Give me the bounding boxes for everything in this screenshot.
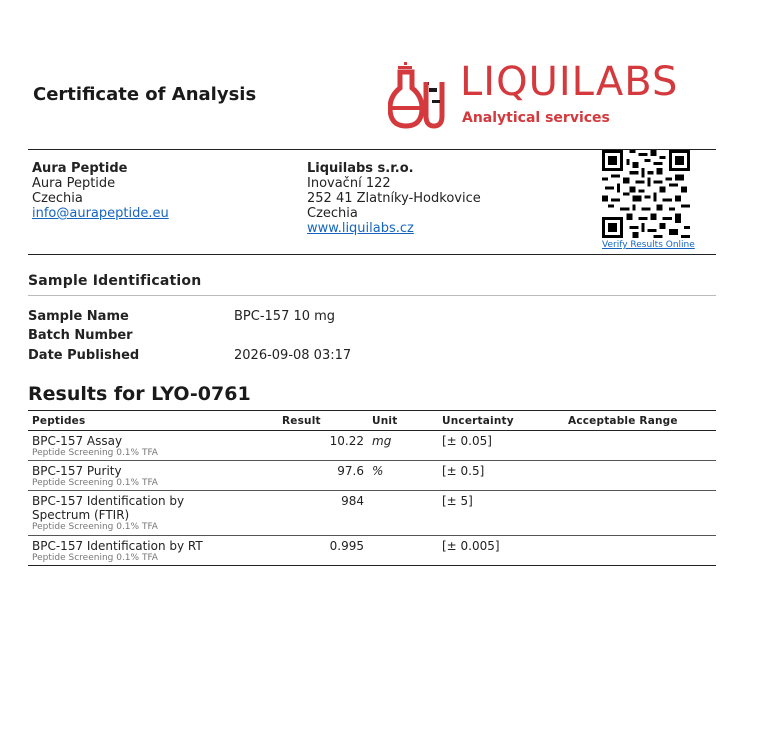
analyte-method: Peptide Screening 0.1% TFA <box>32 478 158 488</box>
result-value: 0.995 <box>278 536 368 566</box>
analyte-method: Peptide Screening 0.1% TFA <box>32 553 158 563</box>
client-country: Czechia <box>32 191 83 206</box>
result-value: 97.6 <box>278 461 368 491</box>
result-value: 10.22 <box>278 431 368 461</box>
table-row <box>28 536 716 566</box>
lab-block <box>307 161 481 236</box>
verify-results-link[interactable]: Verify Results Online <box>602 240 695 250</box>
col-header-acceptable-range: Acceptable Range <box>564 411 716 431</box>
col-header-peptides: Peptides <box>28 411 278 431</box>
logo-tagline: Analytical services <box>462 110 610 126</box>
client-line1: Aura Peptide <box>32 176 116 191</box>
client-block <box>32 161 169 221</box>
acceptable-range-value <box>564 536 716 566</box>
analyte-cell <box>28 491 278 536</box>
analyte-method: Peptide Screening 0.1% TFA <box>32 448 158 458</box>
results-title: Results for LYO-0761 <box>28 383 251 405</box>
unit-value <box>368 536 438 566</box>
uncertainty-value: [± 5] <box>438 491 564 536</box>
flask-logo-icon <box>388 60 452 132</box>
lab-city: 252 41 Zlatníky-Hodkovice <box>307 191 481 206</box>
date-published-value: 2026-09-08 03:17 <box>234 348 352 363</box>
table-row <box>28 491 716 536</box>
analyte-cell <box>28 461 278 491</box>
analyte-cell <box>28 536 278 566</box>
mid-divider <box>28 254 716 255</box>
result-value: 984 <box>278 491 368 536</box>
analyte-method: Peptide Screening 0.1% TFA <box>32 522 158 532</box>
document-title: Certificate of Analysis <box>33 84 257 105</box>
col-header-result: Result <box>278 411 368 431</box>
analyte-cell <box>28 431 278 461</box>
lab-website-link[interactable]: www.liquilabs.cz <box>307 221 414 236</box>
sample-section-title: Sample Identification <box>28 273 202 289</box>
unit-value: mg <box>368 431 438 461</box>
acceptable-range-value <box>564 461 716 491</box>
liquilabs-logo <box>388 60 718 132</box>
qr-code-icon[interactable] <box>602 150 690 238</box>
date-published-label: Date Published <box>28 348 140 363</box>
sample-name-label: Sample Name <box>28 309 129 324</box>
uncertainty-value: [± 0.05] <box>438 431 564 461</box>
analyte-name: BPC-157 Identification by RT <box>32 539 203 553</box>
results-table <box>28 410 716 566</box>
acceptable-range-value <box>564 491 716 536</box>
batch-number-label: Batch Number <box>28 328 133 343</box>
uncertainty-value: [± 0.5] <box>438 461 564 491</box>
col-header-uncertainty: Uncertainty <box>438 411 564 431</box>
analyte-name: BPC-157 Identification by Spectrum (FTIR) <box>32 494 185 522</box>
table-row <box>28 461 716 491</box>
lab-street: Inovační 122 <box>307 176 391 191</box>
acceptable-range-value <box>564 431 716 461</box>
unit-value <box>368 491 438 536</box>
sample-divider <box>28 295 716 296</box>
client-name: Aura Peptide <box>32 161 128 176</box>
lab-name: Liquilabs s.r.o. <box>307 161 414 176</box>
table-row <box>28 431 716 461</box>
uncertainty-value: [± 0.005] <box>438 536 564 566</box>
sample-name-value: BPC-157 10 mg <box>234 309 336 324</box>
logo-wordmark: LIQUILABS <box>460 59 679 105</box>
results-header-row <box>28 411 716 431</box>
analyte-name: BPC-157 Assay <box>32 434 123 448</box>
analyte-name: BPC-157 Purity <box>32 464 122 478</box>
col-header-unit: Unit <box>368 411 438 431</box>
unit-value: % <box>368 461 438 491</box>
client-email-link[interactable]: info@aurapeptide.eu <box>32 206 169 221</box>
lab-country: Czechia <box>307 206 358 221</box>
